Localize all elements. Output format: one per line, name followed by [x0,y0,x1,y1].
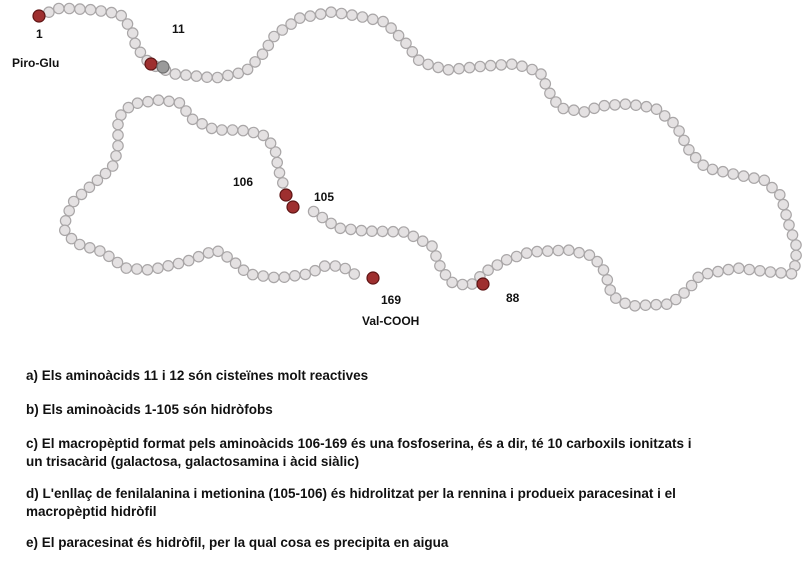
amino-acid-bead [223,70,233,80]
amino-acid-bead [121,263,131,273]
option-d-line-2: macropèptid hidròfil [26,504,157,519]
amino-acid-bead [507,59,517,69]
amino-acid-bead [347,10,357,20]
amino-acid-bead [357,12,367,22]
amino-acid-bead [707,164,717,174]
amino-acid-bead [786,269,796,279]
amino-acid-bead [781,210,791,220]
amino-acid-bead [454,63,464,73]
amino-acid-bead [543,246,553,256]
amino-acid-bead [356,225,366,235]
amino-acid-bead [749,173,759,183]
amino-acid-bead [349,269,359,279]
residue-105-label: 105 [314,190,335,204]
amino-acid-bead [553,245,563,255]
amino-acid-bead [310,266,320,276]
option-c [26,435,786,471]
amino-acid-bead [776,268,786,278]
amino-acid-bead [96,6,106,16]
amino-acid-bead [173,258,183,268]
amino-acid-bead [207,123,217,133]
amino-acid-bead [787,230,797,240]
amino-acid-bead [457,279,467,289]
amino-acid-bead [367,226,377,236]
amino-acid-bead [174,98,184,108]
amino-acid-bead [272,157,282,167]
amino-acid-bead [85,5,95,15]
amino-acid-bead [111,151,121,161]
amino-acid-bead [290,271,300,281]
amino-acid-bead [464,62,474,72]
amino-acid-bead [775,190,785,200]
amino-acid-bead [164,96,174,106]
amino-acid-bead [734,263,744,273]
amino-acid-bead [113,130,123,140]
option-c-line-2: un trisacàrid (galactosa, galactosamina i àcid siàlic) [26,454,360,469]
n-terminal-label: Piro-Glu [12,56,60,70]
residue-88-bead [477,278,489,290]
option-e: e) El paracesinat és hidròfil, per la qual cosa es precipita en aigua [26,535,449,550]
amino-acid-bead [278,178,288,188]
amino-acid-bead [75,239,85,249]
amino-acid-bead [728,169,738,179]
amino-acid-bead [258,130,268,140]
amino-acid-bead [163,261,173,271]
amino-acid-bead [674,126,684,136]
amino-acid-bead [744,264,754,274]
amino-acid-bead [501,255,511,265]
amino-acid-bead [662,299,672,309]
amino-acid-bead [153,263,163,273]
amino-acid-bead [305,11,315,21]
amino-acid-bead [336,8,346,18]
amino-acid-bead [203,248,213,258]
amino-acid-bead [85,243,95,253]
amino-acid-bead [75,4,85,14]
option-c-line-1: c) El macropèptid format pels aminoàcids 106-169 és una fosfoserina, és a dir, té 10 carboxils ionitzats i [26,436,692,451]
amino-acid-bead [517,61,527,71]
amino-acid-bead [651,300,661,310]
amino-acid-bead [346,224,356,234]
residue-12-bead [157,61,169,73]
amino-acid-bead [60,216,70,226]
amino-acid-bead [569,105,579,115]
option-b: b) Els aminoàcids 1-105 són hidròfobs [26,402,273,417]
amino-acid-bead [599,101,609,111]
residue-106-label: 106 [233,175,254,189]
amino-acid-bead [238,125,248,135]
residue-1-label: 1 [36,27,43,41]
amino-acid-bead [511,251,521,261]
amino-acid-bead [408,231,418,241]
amino-acid-bead [791,240,801,250]
amino-acid-bead [212,72,222,82]
amino-acid-bead [738,171,748,181]
amino-acid-bead [579,107,589,117]
amino-acid-bead [316,9,326,19]
amino-acid-bead [540,79,550,89]
amino-acid-bead [54,3,64,13]
amino-acid-bead [153,95,163,105]
amino-acid-bead [132,264,142,274]
amino-acid-bead [713,266,723,276]
amino-acid-bead [620,99,630,109]
amino-acid-bead [784,220,794,230]
amino-acid-bead [258,271,268,281]
option-a: a) Els aminoàcids 11 i 12 són cisteïnes molt reactives [26,368,369,383]
residue-106-bead [280,189,292,201]
amino-acid-bead [248,127,258,137]
residue-88-label: 88 [506,291,520,305]
amino-acid-bead [217,125,227,135]
amino-acid-bead [106,7,116,17]
amino-acid-bead [536,69,546,79]
amino-acid-bead [170,69,180,79]
amino-acid-bead [227,125,237,135]
amino-acid-bead [399,227,409,237]
amino-acid-bead [443,65,453,75]
amino-acid-bead [433,62,443,72]
amino-acid-bead [679,135,689,145]
amino-acid-bead [584,250,594,260]
amino-acid-bead [143,97,153,107]
amino-acid-bead [295,13,305,23]
amino-acid-bead [641,102,651,112]
amino-acid-bead [142,265,152,275]
amino-acid-bead [116,110,126,120]
amino-acid-bead [778,199,788,209]
amino-acid-bead [485,60,495,70]
amino-acid-bead [418,236,428,246]
amino-acid-bead [368,14,378,24]
amino-acid-bead [620,298,630,308]
amino-acid-bead [320,261,330,271]
amino-acid-bead [279,272,289,282]
amino-acid-bead [630,301,640,311]
amino-acid-bead [610,100,620,110]
amino-acid-bead [197,119,207,129]
amino-acid-bead [496,60,506,70]
amino-acid-bead [128,28,138,38]
option-d-line-1: d) L'enllaç de fenilalanina i metionina (105-106) és hidrolitzat per la rennina i produeix paracesinat i el [26,486,676,501]
amino-acid-bead [640,300,650,310]
amino-acid-bead [184,255,194,265]
amino-acid-bead [467,279,477,289]
amino-acid-bead [330,261,340,271]
amino-acid-bead [602,275,612,285]
amino-acid-bead [574,248,584,258]
amino-acid-bead [765,267,775,277]
amino-acid-bead [522,248,532,258]
residue-1-bead [33,10,45,22]
amino-acid-bead [308,206,318,216]
c-terminal-label: Val-COOH [362,314,420,328]
residue-11-bead [145,58,157,70]
residue-169-label: 169 [381,293,402,307]
amino-acid-bead [564,245,574,255]
amino-acid-bead [326,7,336,17]
amino-acid-bead [475,61,485,71]
amino-acid-bead [723,264,733,274]
amino-acid-bead [431,251,441,261]
amino-acid-bead [64,3,74,13]
residue-169-bead [367,272,379,284]
amino-acid-bead [113,141,123,151]
amino-acid-bead [423,59,433,69]
amino-acid-bead [532,246,542,256]
amino-acid-bead [589,103,599,113]
amino-acid-bead [718,167,728,177]
amino-acid-bead [269,272,279,282]
amino-acid-bead [191,71,201,81]
amino-acid-bead [558,103,568,113]
residue-11-label: 11 [172,22,185,36]
amino-acid-bead [248,269,258,279]
amino-acid-bead [193,252,203,262]
amino-acid-bead [377,226,387,236]
amino-acid-bead [181,70,191,80]
amino-acid-bead [435,261,445,271]
amino-acid-bead [113,119,123,129]
amino-acid-bead [631,100,641,110]
residue-105-bead [287,201,299,213]
amino-acid-bead [64,206,74,216]
option-d [26,485,786,521]
amino-acid-bead [300,269,310,279]
amino-acid-bead [202,72,212,82]
amino-acid-beads [44,3,802,311]
amino-acid-bead [388,227,398,237]
amino-acid-bead [274,168,284,178]
amino-acid-bead [755,266,765,276]
amino-acid-bead [791,250,801,260]
amino-acid-bead [605,285,615,295]
